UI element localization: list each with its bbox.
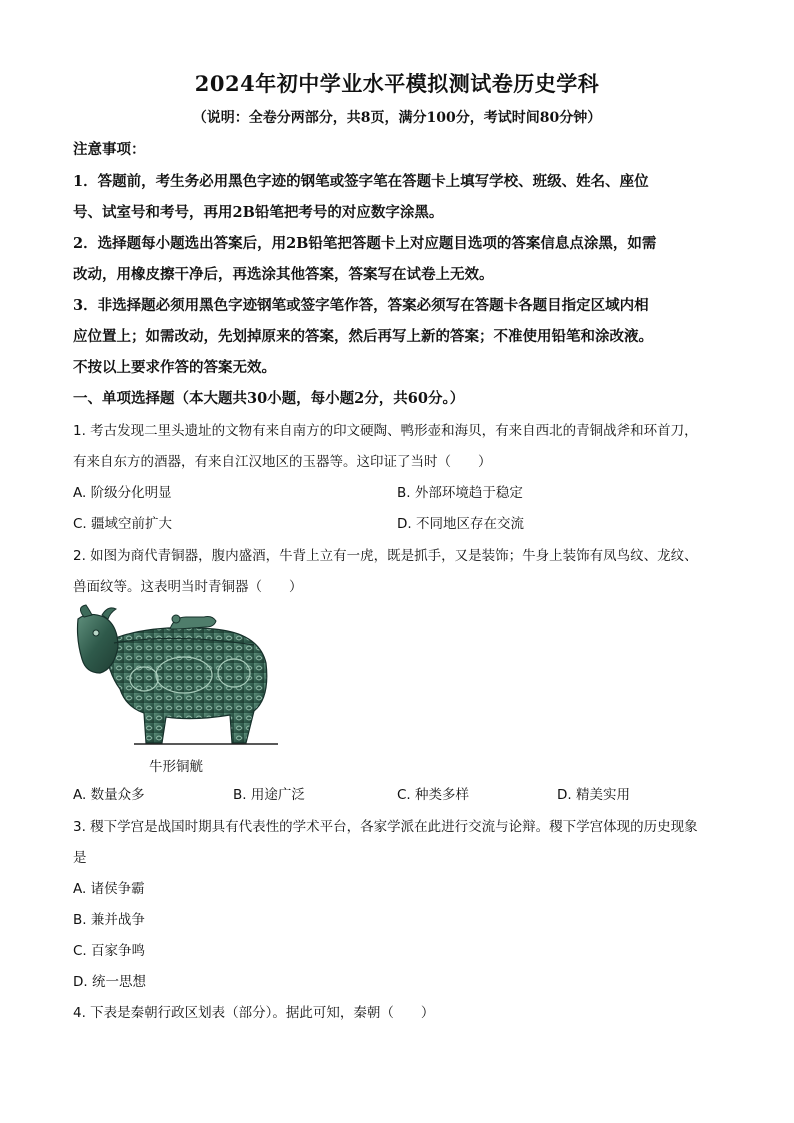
section-heading: 一、单项选择题（本大题共30小题，每小题2分，共60分。） [73, 390, 465, 407]
question-2-option-a[interactable]: A. 数量众多 [73, 787, 145, 803]
question-3-option-a[interactable]: A. 诸侯争霸 [73, 881, 145, 897]
image-caption: 牛形铜觥 [149, 759, 203, 775]
exam-title: 2024年初中学业水平模拟测试卷历史学科 [194, 71, 600, 96]
notice-line: 号、试室号和考号，再用2B铅笔把考号的对应数字涂黑。 [73, 204, 444, 221]
question-3-option-b[interactable]: B. 兼并战争 [73, 912, 145, 928]
question-2-option-b[interactable]: B. 用途广泛 [233, 787, 305, 803]
question-2-option-c[interactable]: C. 种类多样 [397, 787, 470, 803]
question-2-option-d[interactable]: D. 精美实用 [557, 787, 630, 803]
question-2-text: 2. 如图为商代青铜器，腹内盛酒，牛背上立有一虎，既是抓手，又是装饰；牛身上装饰有凤鸟纹、龙纹、 [73, 548, 698, 564]
bronze-ox-vessel-image [74, 603, 278, 747]
question-3-text: 3. 稷下学宫是战国时期具有代表性的学术平台，各家学派在此进行交流与论辩。稷下学宫体现的历史现象 [73, 819, 698, 835]
notice-line: 应位置上；如需改动，先划掉原来的答案，然后再写上新的答案；不准使用铅笔和涂改液。 [73, 328, 653, 345]
question-3-text: 是 [73, 850, 87, 866]
notice-line: 2．选择题每小题选出答案后，用2B铅笔把答题卡上对应题目选项的答案信息点涂黑，如需 [73, 235, 657, 252]
question-2-text: 兽面纹等。这表明当时青铜器（ ） [73, 579, 303, 595]
question-1-text: 有来自东方的酒器，有来自江汉地区的玉器等。这印证了当时（ ） [73, 454, 492, 470]
question-3-option-d[interactable]: D. 统一思想 [73, 974, 146, 990]
question-1-option-a[interactable]: A. 阶级分化明显 [73, 485, 172, 501]
notice-line: 不按以上要求作答的答案无效。 [73, 359, 276, 376]
question-1-option-b[interactable]: B. 外部环境趋于稳定 [397, 485, 523, 501]
notice-line: 3．非选择题必须用黑色字迹钢笔或签字笔作答，答案必须写在答题卡各题目指定区域内相 [73, 297, 649, 314]
question-1-text: 1. 考古发现二里头遗址的文物有来自南方的印文硬陶、鸭形壶和海贝，有来自西北的青铜战斧和环首刀， [73, 423, 698, 439]
exam-subtitle: （说明：全卷分两部分，共8页，满分100分，考试时间80分钟） [192, 110, 602, 126]
notice-line: 改动，用橡皮擦干净后，再选涂其他答案，答案写在试卷上无效。 [73, 266, 494, 283]
question-1-option-c[interactable]: C. 疆域空前扩大 [73, 516, 173, 532]
notice-line: 1．答题前，考生务必用黑色字迹的钢笔或签字笔在答题卡上填写学校、班级、姓名、座位 [73, 173, 649, 190]
question-1-option-d[interactable]: D. 不同地区存在交流 [397, 516, 524, 532]
question-3-option-c[interactable]: C. 百家争鸣 [73, 943, 146, 959]
notice-heading: 注意事项： [73, 141, 146, 158]
question-4-text: 4. 下表是秦朝行政区划表（部分）。据此可知，秦朝（ ） [73, 1005, 435, 1021]
